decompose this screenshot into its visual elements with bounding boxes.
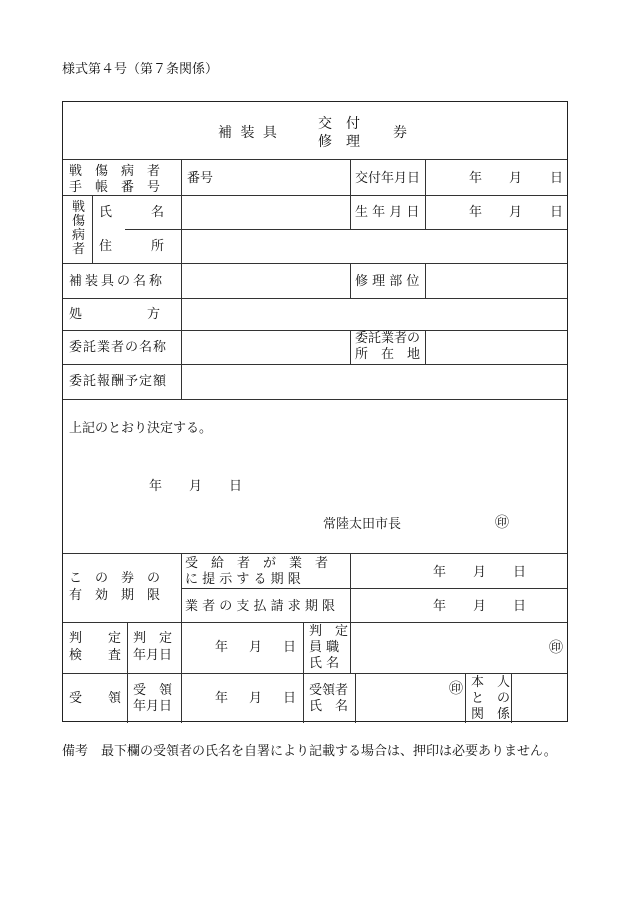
contractor-name-label: 委託業者の名称 (69, 340, 168, 355)
relation-label-3: 関 係 (471, 707, 511, 722)
present-year: 年 (433, 565, 447, 580)
booklet-label-2: 手 帳 番 号 (69, 180, 161, 195)
receipt-date-label-2: 年月日 (133, 699, 173, 714)
birth-label: 生 年 月 日 (355, 205, 420, 220)
validity-label-2: 有 効 期 限 (69, 588, 161, 603)
staff-label-3: 氏 名 (309, 656, 340, 671)
relation-label-1: 本 人 (471, 675, 511, 690)
contractor-addr-2: 所 在 地 (355, 347, 421, 362)
judgment-date-label-2: 年月日 (133, 648, 173, 663)
name-label: 氏 名 (99, 205, 165, 220)
mayor-seal: ㊞ (495, 515, 509, 531)
voucher-form (62, 101, 568, 722)
receiver-seal: ㊞ (449, 681, 463, 697)
title-issue: 交 付 (318, 116, 360, 132)
contractor-addr-1: 委託業者の (355, 331, 421, 346)
judgment-label-1: 判 定 (69, 631, 122, 646)
judgment-month: 月 (249, 640, 263, 655)
billing-month: 月 (473, 599, 487, 614)
decision-text: 上記のとおり決定する。 (69, 421, 213, 436)
title-voucher: 券 (393, 125, 407, 141)
receipt-label: 受 領 (69, 691, 122, 706)
present-month: 月 (473, 565, 487, 580)
patient-vertical-label: 戦 傷 病 者 (72, 200, 86, 257)
decision-month: 月 (189, 479, 203, 494)
present-label-1: 受 給 者 が 業 者 (185, 556, 329, 571)
receipt-day: 日 (283, 691, 297, 706)
receipt-year: 年 (215, 691, 229, 706)
number-label: 番号 (187, 171, 214, 186)
billing-year: 年 (433, 599, 447, 614)
remarks-note: 備考 最下欄の受領者の氏名を自署により記載する場合は、押印は必要ありません。 (62, 744, 557, 759)
birth-year: 年 (469, 205, 483, 220)
prescription-label: 処 方 (69, 307, 161, 322)
judgment-label-2: 検 査 (69, 648, 122, 663)
judgment-date-label-1: 判 定 (133, 631, 173, 646)
birth-day: 日 (550, 205, 564, 220)
receiver-name-label-2: 氏 名 (309, 699, 349, 714)
issue-day: 日 (550, 171, 564, 186)
staff-seal: ㊞ (549, 640, 563, 656)
receiver-name-label-1: 受領者 (309, 683, 349, 698)
title-repair: 修 理 (318, 134, 360, 150)
title-device: 補 装 具 (218, 125, 279, 141)
relation-label-2: と の (471, 691, 511, 706)
address-label: 住 所 (99, 239, 165, 254)
decision-day: 日 (229, 479, 243, 494)
fee-label: 委託報酬予定額 (69, 374, 168, 389)
receipt-date-label-1: 受 領 (133, 683, 173, 698)
present-label-2: に 提 示 す る 期 限 (185, 572, 301, 587)
billing-day: 日 (513, 599, 527, 614)
judgment-day: 日 (283, 640, 297, 655)
repair-part-label: 修 理 部 位 (355, 274, 420, 289)
present-day: 日 (513, 565, 527, 580)
issue-month: 月 (509, 171, 523, 186)
device-name-label: 補装具の名称 (69, 274, 166, 289)
receipt-month: 月 (249, 691, 263, 706)
staff-label-1: 判 定 (309, 624, 349, 639)
booklet-label-1: 戦 傷 病 者 (69, 164, 161, 179)
birth-month: 月 (509, 205, 523, 220)
judgment-year: 年 (215, 640, 229, 655)
issue-date-label: 交付年月日 (355, 171, 421, 186)
staff-label-2: 員 職 (309, 640, 340, 655)
mayor-label: 常陸太田市長 (323, 517, 402, 532)
validity-label-1: こ の 券 の (69, 571, 161, 586)
decision-year: 年 (149, 479, 163, 494)
billing-label: 業 者 の 支 払 請 求 期 限 (185, 599, 336, 614)
issue-year: 年 (469, 171, 483, 186)
form-number: 様式第４号（第７条関係） (62, 62, 219, 77)
